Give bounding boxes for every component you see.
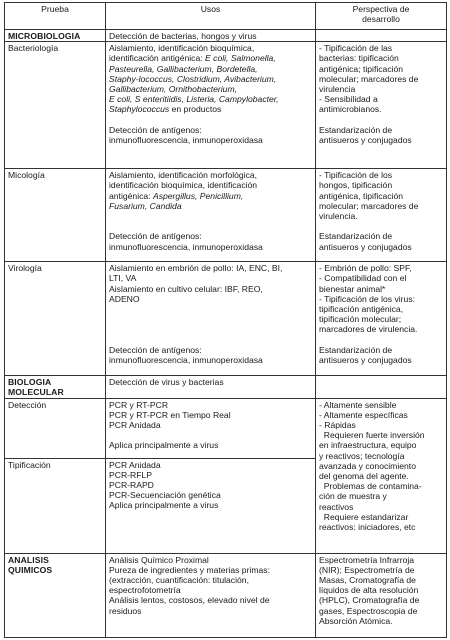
section-name-microbiologia: MICROBIOLOGIA <box>5 30 106 42</box>
use-line: Detección de antígenos: <box>109 124 202 135</box>
row-perspective-bacteriologia <box>316 42 447 169</box>
row-uses-micologia <box>106 169 316 262</box>
use-line: Aislamiento, identificación morfológica, <box>109 170 258 181</box>
use-line: Aplica principalmente a virus <box>109 440 219 451</box>
section-summary-biologia-molecular: Detección de virus y bacterias <box>106 376 316 398</box>
perspective-line: Estandarización de <box>319 344 393 355</box>
perspective-line: - Altamente sensible <box>319 399 397 410</box>
section-summary-microbiologia: Detección de bacterias, hongos y virus <box>106 30 316 42</box>
use-line: PCR Anidada <box>109 459 161 470</box>
row-perspective-micologia <box>316 169 447 262</box>
perspective-line: hongos, tipificación <box>319 180 393 191</box>
perspective-line: avanzada y conocimiento <box>319 460 416 471</box>
perspective-line: - Rápidas <box>319 420 356 431</box>
perspective-line: reactivos: iniciadores, etc <box>319 522 416 533</box>
row-uses-virologia <box>106 262 316 376</box>
header-usos: Usos <box>106 3 316 30</box>
perspective-line: en infraestructura, equipo <box>319 440 417 451</box>
row-perspective-quimicos <box>316 553 447 637</box>
row-perspective-molecular <box>316 398 447 553</box>
section-row-biologia-molecular <box>5 376 447 398</box>
perspective-line: Masas, Cromatografía de <box>319 575 416 586</box>
section-empty-cell <box>316 30 447 42</box>
tests-table <box>4 2 447 638</box>
row-name-bacteriologia: Bacteriología <box>5 42 106 169</box>
section-name-biologia-molecular: BIOLOGIA MOLECULAR <box>5 376 106 398</box>
perspective-line: Problemas de contamina- <box>319 481 422 492</box>
table-row-analisis-quimicos <box>5 553 447 637</box>
use-line: Pasteurella, Gallibacterium, Bordetella, <box>109 63 258 74</box>
perspective-line: - Tipificación de las <box>319 43 393 54</box>
perspective-line: antisueros y conjugados <box>319 241 412 252</box>
header-perspectiva <box>316 3 447 30</box>
perspective-line: antimicrobianos. <box>319 104 382 115</box>
use-line: antigénica: Aspergillus, Penicillium, <box>109 190 244 201</box>
perspective-line: (NIR); Espectrometría de <box>319 564 415 575</box>
perspective-line: (HPLC), Cromatografía de <box>319 595 420 606</box>
section-row-microbiologia <box>5 30 447 42</box>
perspective-line: reactivos <box>319 501 354 512</box>
header-perspectiva-line2: desarrollo <box>362 14 400 25</box>
use-line: (extracción, cuantificación: titulación, <box>109 575 249 586</box>
use-line: Detección de antígenos: <box>109 344 202 355</box>
use-line: Aislamiento en cultivo celular: IBF, REO, <box>109 283 263 294</box>
use-line: PCR y RT-PCR <box>109 399 169 410</box>
perspective-line: Estandarización de <box>319 231 393 242</box>
header-prueba: Prueba <box>5 3 106 30</box>
spacer <box>109 211 312 221</box>
use-line: inmunofluorescencia, inmunoperoxidasa <box>109 241 263 252</box>
perspective-line: ción de muestra y <box>319 491 387 502</box>
perspective-line: Requiere estandarizar <box>319 511 409 522</box>
perspective-line: molecular; marcadores de <box>319 200 419 211</box>
perspective-line: antigénica; tipificación <box>319 63 404 74</box>
spacer <box>109 115 312 125</box>
perspective-line: Estandarización de <box>319 124 393 135</box>
use-line: Gallibacterium, Ornithobacterium, <box>109 84 237 95</box>
perspective-line: tipificación antigénica, <box>319 304 404 315</box>
use-line: identificación antigénica: E coli, Salmonella, <box>109 53 276 64</box>
section-empty-cell <box>316 376 447 398</box>
perspective-line: tipificación molecular; <box>319 314 402 325</box>
use-line: Aislamiento, identificación bioquímica, <box>109 43 255 54</box>
use-line: PCR-RAPD <box>109 480 154 491</box>
use-line: Fusarium, Candida <box>109 200 182 211</box>
table-row-deteccion <box>5 398 447 458</box>
perspective-line: y reactivos; tecnología <box>319 450 405 461</box>
use-line: Pureza de ingredientes y materias primas: <box>109 564 270 575</box>
use-line: Detección de antígenos: <box>109 231 202 242</box>
perspective-line: - Sensibilidad a <box>319 94 378 105</box>
spacer <box>109 324 312 334</box>
perspective-line: bacterias: tipificación <box>319 53 399 64</box>
use-line: PCR-Secuenciación genética <box>109 490 221 501</box>
section-name-analisis-quimicos: ANALISIS QUIMICOS <box>5 553 106 637</box>
row-perspective-virologia <box>316 262 447 376</box>
use-line: Aplica principalmente a virus <box>109 500 219 511</box>
use-line: inmunofluorescencia, inmunoperoxidasa <box>109 354 263 365</box>
row-name-deteccion: Detección <box>5 398 106 458</box>
use-line: Aislamiento en embrión de pollo: IA, ENC, BI, <box>109 263 283 274</box>
perspective-line: - Tipificación de los <box>319 170 393 181</box>
row-name-tipificacion: Tipificación <box>5 458 106 553</box>
use-line: PCR y RT-PCR en Tiempo Real <box>109 409 231 420</box>
perspective-line: bienestar animal* <box>319 283 386 294</box>
perspective-line: Espectrometría Infrarroja <box>319 554 415 565</box>
row-uses-tipificacion <box>106 458 316 553</box>
use-line: espectrofotometría <box>109 585 181 596</box>
spacer <box>109 314 312 324</box>
perspective-line: - Altamente específicas <box>319 409 408 420</box>
spacer <box>109 221 312 231</box>
use-line: Staphy-lococcus, Clostridium, Avibacterium, <box>109 73 277 84</box>
use-line: residuos <box>109 605 142 616</box>
spacer <box>319 221 443 231</box>
use-line: PCR Anidada <box>109 420 161 431</box>
spacer <box>109 430 312 440</box>
perspective-line: líquidos de alta resolución <box>319 585 419 596</box>
use-line: identificación bioquímica, identificación <box>109 180 258 191</box>
row-name-virologia: Virología <box>5 262 106 376</box>
table-header-row <box>5 3 447 30</box>
use-organisms: E coli, Salmonella, <box>205 53 276 64</box>
perspective-line: virulencia <box>319 84 356 95</box>
row-uses-quimicos <box>106 553 316 637</box>
header-perspectiva-line1: Perspectiva de <box>352 4 410 14</box>
perspective-line: antigénica, tipificación <box>319 190 404 201</box>
perspective-line: marcadores de virulencia. <box>319 324 418 335</box>
row-name-micologia: Micología <box>5 169 106 262</box>
perspective-line: gases, Espectroscopia de <box>319 605 418 616</box>
perspective-line: molecular; marcadores de <box>319 73 419 84</box>
row-uses-bacteriologia <box>106 42 316 169</box>
spacer <box>109 335 312 345</box>
table-row-micologia <box>5 169 447 262</box>
perspective-line: - Tipificación de los virus: <box>319 293 415 304</box>
perspective-line: Requieren fuerte inversión <box>319 430 425 441</box>
use-line: E coli, S enteritiidis, Listeria, Campylobacter, <box>109 94 279 105</box>
spacer <box>319 335 443 345</box>
table-row-bacteriologia <box>5 42 447 169</box>
perspective-line: - Embrión de pollo: SPF, <box>319 263 412 274</box>
spacer <box>319 115 443 125</box>
use-line: ADENO <box>109 293 140 304</box>
use-line: PCR-RFLP <box>109 469 152 480</box>
use-line: inmunofluorescencia, inmunoperoxidasa <box>109 135 263 146</box>
perspective-line: Absorción Atómica. <box>319 615 393 626</box>
perspective-line: del genoma del agente. <box>319 471 409 482</box>
perspective-line: antisueros y conjugados <box>319 135 412 146</box>
perspective-line: virulencia. <box>319 211 358 222</box>
use-line: Análisis lentos, costosos, elevado nivel de <box>109 595 270 606</box>
use-line: LTI, VA <box>109 273 137 284</box>
perspective-line: - Compatibilidad con el <box>319 273 407 284</box>
row-uses-deteccion <box>106 398 316 458</box>
use-line: Análisis Químico Proximal <box>109 554 209 565</box>
table-row-virologia <box>5 262 447 376</box>
perspective-line: antisueros y conjugados <box>319 355 412 366</box>
use-line: Staphylococcus en productos <box>109 104 222 115</box>
spacer <box>109 304 312 314</box>
